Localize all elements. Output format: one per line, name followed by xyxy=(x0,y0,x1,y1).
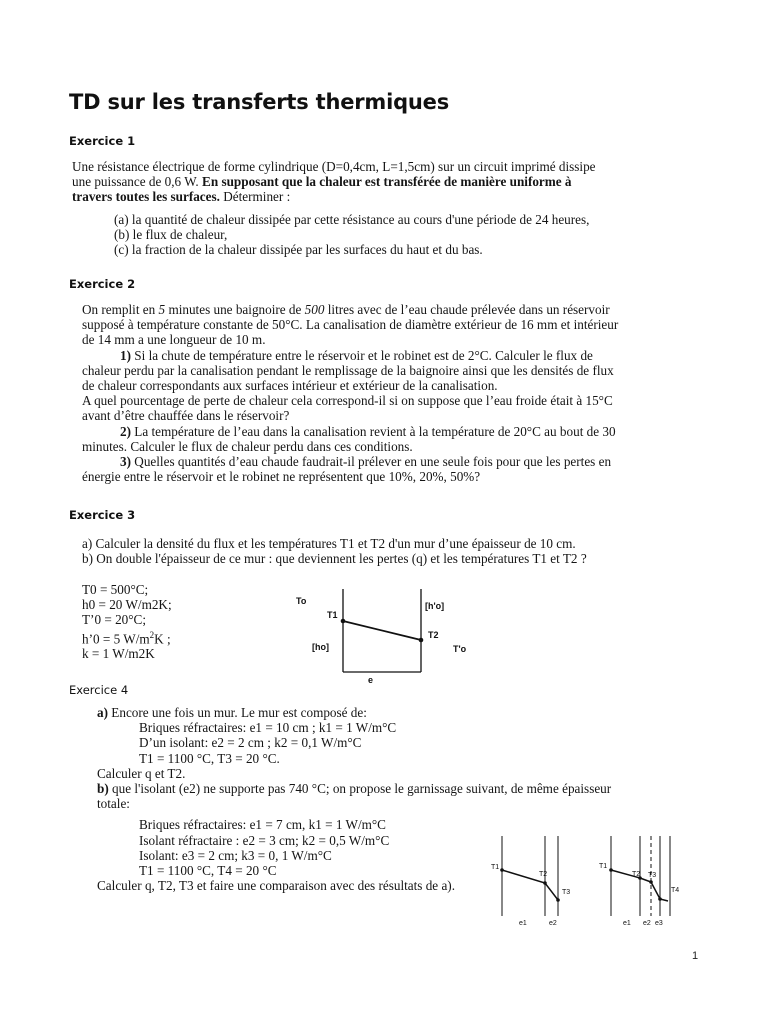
ex3-param-hp0: h’0 = 5 $W/m^2K$ ; xyxy=(82,629,171,646)
label-hpo: [h'o] xyxy=(425,601,445,611)
label-e: e xyxy=(368,675,374,684)
ex4-b-line-0: totale: xyxy=(97,796,130,812)
fig2-t4-point xyxy=(658,897,662,901)
ex4-a-calc: Calculer q et T2. xyxy=(97,765,186,781)
exercise-2-heading: Exercice 2 xyxy=(69,277,136,291)
label-t2: T2 xyxy=(428,630,439,640)
ex3-question-a: a) Calculer la densité du flux et les températures T1 et T2 d'un mur d’une épaisseur de 10 cm. xyxy=(82,536,576,551)
ex1-item-c: (c) la fraction de la chaleur dissipée par les surfaces du haut et du bas. xyxy=(114,242,483,258)
ex2-q1-line-5: avant d’être chauffée dans le réservoir? xyxy=(82,408,290,424)
fig1-label-e1: e1 xyxy=(519,920,527,927)
fig2-t1-point xyxy=(609,868,613,872)
exercise-3-questions xyxy=(82,536,662,566)
ex2-question-2: 2) La température de l’eau dans la canalisation revient à la température de 20°C au bout de 30 xyxy=(120,423,616,439)
ex2-q1-line-2: chaleur perdu par la canalisation pendant le remplissage de la baignoire ainsi que les densités de flux xyxy=(82,362,614,378)
label-t1: T1 xyxy=(327,610,338,620)
ex3-question-b: b) On double l'épaisseur de ce mur : que deviennent les pertes (q) et les températures T1 et T2 ? xyxy=(82,551,587,567)
t2-point xyxy=(419,638,424,643)
ex1-item-b: (b) le flux de chaleur, xyxy=(114,226,228,242)
fig1-t1-point xyxy=(500,868,504,872)
t1-point xyxy=(341,619,346,624)
exercise-3-parameters xyxy=(82,582,282,661)
ex4-two-layer-diagram xyxy=(488,832,588,928)
ex2-line-2: supposé à température constante de 50°C. La canalisation de diamètre extérieur de 16 mm et intérieur xyxy=(82,317,619,333)
ex2-line-3: de 14 mm a une longueur de 10 m. xyxy=(82,332,266,348)
exercise-1-heading: Exercice 1 xyxy=(69,134,136,148)
two-layer-profile xyxy=(502,870,558,900)
fig2-label-e3: e3 xyxy=(655,920,663,927)
fig1-label-t2: T2 xyxy=(539,871,548,878)
fig2-label-t2: T2 xyxy=(632,871,641,878)
ex1-intro-line-3: travers toutes les surfaces. Déterminer : xyxy=(72,189,291,205)
fig2-label-t4: T4 xyxy=(671,887,680,894)
ex4-part-b: b) que l'isolant (e2) ne supporte pas 740 °C; on propose le garnissage suivant, de même épaisseur xyxy=(97,781,612,797)
ex3-param-tp0: T’0 = 20°C; xyxy=(82,612,146,628)
fig1-label-e2: e2 xyxy=(549,920,557,927)
fig2-label-e1: e1 xyxy=(623,920,631,927)
ex2-q1-line-3: de chaleur correspondants aux surfaces intérieur et extérieur de la canalisation. xyxy=(82,378,498,394)
temperature-profile-line xyxy=(343,621,421,640)
ex4-b-line-3: Isolant: e3 = 2 cm; k3 = 0, 1 W/m°C xyxy=(139,847,332,863)
ex3-wall-diagram xyxy=(285,584,485,684)
ex2-question-3: 3) Quelles quantités d’eau chaude faudrait-il prélever en une seule fois pour que les pertes en xyxy=(120,454,612,470)
ex2-q2-line-2: minutes. Calculer le flux de chaleur perdu dans ces conditions. xyxy=(82,438,413,454)
exercise-3-heading: Exercice 3 xyxy=(69,508,136,522)
ex4-b-line-4: T1 = 1100 °C, T4 = 20 °C xyxy=(139,863,277,879)
ex2-question-1: 1) Si la chute de température entre le réservoir et le robinet est de 2°C. Calculer le flux de xyxy=(120,347,593,363)
fig1-t2-point xyxy=(543,881,547,885)
label-ho: [ho] xyxy=(312,642,329,652)
ex3-param-t0: T0 = 500°C; xyxy=(82,582,149,597)
exercise-1-body xyxy=(72,159,652,257)
fig2-label-t1: T1 xyxy=(599,863,608,870)
ex1-intro-line-1: Une résistance électrique de forme cylindrique (D=0,4cm, L=1,5cm) sur un circuit imprimé dissipe xyxy=(72,159,596,174)
ex4-b-calc: Calculer q, T2, T3 et faire une comparaison avec des résultats de a). xyxy=(97,878,456,894)
exercise-4-heading: Exercice 4 xyxy=(69,683,129,697)
ex4-a-line-3: T1 = 1100 °C, T3 = 20 °C. xyxy=(139,750,280,766)
ex4-three-layer-diagram xyxy=(595,832,680,928)
ex3-param-h0: h0 = 20 W/m2K; xyxy=(82,597,172,613)
fig2-label-e2: e2 xyxy=(643,920,651,927)
fig2-t3-point xyxy=(649,880,653,884)
ex3-param-k: k = 1 W/m2K xyxy=(82,646,155,662)
fig1-label-t1: T1 xyxy=(491,864,500,871)
page-title: TD sur les transferts thermiques xyxy=(69,90,450,114)
ex4-a-line-1: Briques réfractaires: e1 = 10 cm ; k1 = 1 W/m°C xyxy=(139,720,397,736)
ex2-line-1: On remplit en 5 minutes une baignoire de 500 litres avec de l’eau chaude prélevée dans un réservoir xyxy=(82,302,610,317)
ex2-q3-line-2: énergie entre le réservoir et le robinet ne représentent que 10%, 20%, 50%? xyxy=(82,469,481,485)
ex2-q1-line-4: A quel pourcentage de perte de chaleur cela correspond-il si on suppose que l’eau froide était à 15°C xyxy=(82,393,613,409)
ex4-part-a: a) Encore une fois un mur. Le mur est composé de: xyxy=(97,705,367,720)
ex1-intro-line-2: une puissance de 0,6 W. En supposant que la chaleur est transférée de manière uniforme à xyxy=(72,174,572,190)
fig1-t3-point xyxy=(556,898,560,902)
ex4-b-line-1: Briques réfractaires: e1 = 7 cm, k1 = 1 W/m°C xyxy=(139,817,386,833)
ex4-b-line-2: Isolant réfractaire : e2 = 3 cm; k2 = 0,5 W/m°C xyxy=(139,832,390,848)
exercise-2-body xyxy=(82,302,662,484)
label-tpo: T'o xyxy=(453,644,467,654)
label-to: To xyxy=(296,596,307,606)
fig2-label-t3: T3 xyxy=(648,872,657,879)
page-number: 1 xyxy=(692,950,699,962)
ex1-item-a: (a) la quantité de chaleur dissipée par cette résistance au cours d'une période de 24 heures, xyxy=(114,211,590,227)
fig1-label-t3: T3 xyxy=(562,889,571,896)
ex4-a-line-2: D’un isolant: e2 = 2 cm ; k2 = 0,1 W/m°C xyxy=(139,735,362,751)
